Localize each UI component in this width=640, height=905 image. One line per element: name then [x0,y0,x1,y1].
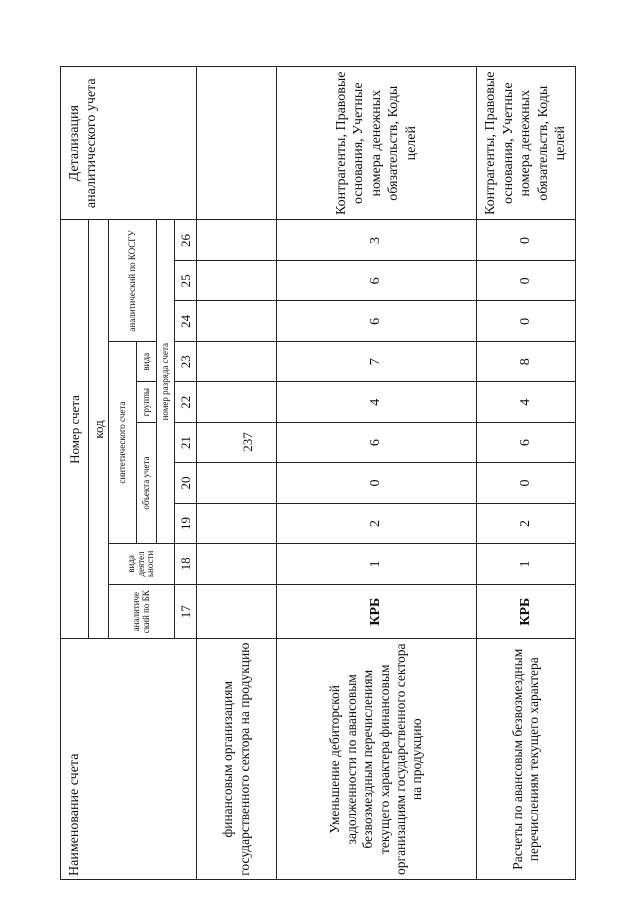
row-code: 0 [477,463,576,504]
row-code: 3 [277,220,477,261]
synthetic-account-header: синтетического счета [109,342,137,544]
row-name: финансовым организациям государственного сектора на продукцию [197,639,277,880]
col-number: 26 [175,220,197,261]
col-number: 25 [175,261,197,301]
row-code [197,342,277,382]
analytic-bk-header: аналитиче ский по БК [109,584,175,639]
row-code [197,301,277,342]
row-code: 0 [477,220,576,261]
row-code: КРБ [477,584,576,639]
col-number: 24 [175,301,197,342]
row-code: 1 [477,543,576,584]
row-name: Расчеты по авансовым безвозмездным перечислениям текущего характера [477,639,576,880]
accounts-table [60,66,576,880]
group-header: группы [137,382,157,423]
row-detail: Контрагенты, Правовые основания, Учетные номера денежных обязательств, Коды целей [277,67,477,220]
row-code: КРБ [277,584,477,639]
row-code: 6 [477,423,576,463]
code-header: код [89,220,109,639]
page-number: 237 [240,432,255,452]
col-number: 22 [175,382,197,423]
rotated-table-container [60,66,575,880]
kind-header: вида [137,342,157,382]
row-code [197,423,277,463]
row-code [197,261,277,301]
row-detail: Контрагенты, Правовые основания, Учетные номера денежных обязательств, Коды целей [477,67,576,220]
row-code: 7 [277,342,477,382]
col-number: 21 [175,423,197,463]
row-code: 0 [277,463,477,504]
row-code [197,382,277,423]
col-number: 19 [175,504,197,544]
activity-type-header: вида деятел ьности [109,543,175,584]
row-code: 2 [477,504,576,544]
row-code [197,584,277,639]
col-number: 23 [175,342,197,382]
detail-header: Детализация аналитического учета [61,67,197,220]
row-code: 0 [477,261,576,301]
row-code: 6 [277,301,477,342]
row-code [197,463,277,504]
row-code: 0 [477,301,576,342]
table-row [197,67,277,880]
row-code: 2 [277,504,477,544]
analytic-kosgu-header: аналитический по КОСГУ [109,220,157,342]
row-code: 4 [477,382,576,423]
row-code: 8 [477,342,576,382]
table-row [477,67,576,880]
table-row [277,67,477,880]
col-number: 18 [175,543,197,584]
digit-number-header: номер разряда счета [157,220,175,543]
row-detail [197,67,277,220]
account-number-header: Номер счета [61,220,89,639]
row-code: 6 [277,261,477,301]
row-code [197,543,277,584]
row-code: 4 [277,382,477,423]
object-header: объекта учета [137,423,157,544]
row-code: 6 [277,423,477,463]
row-code [197,220,277,261]
row-code [197,504,277,544]
account-name-header: Наименование счета [61,639,197,880]
col-number: 20 [175,463,197,504]
row-name: Уменьшение дебиторской задолженности по авансовым безвозмездным перечислениям текущего характера финансовым организациям государственного сектора на продукцию [277,639,477,880]
col-number: 17 [175,584,197,639]
row-code: 1 [277,543,477,584]
